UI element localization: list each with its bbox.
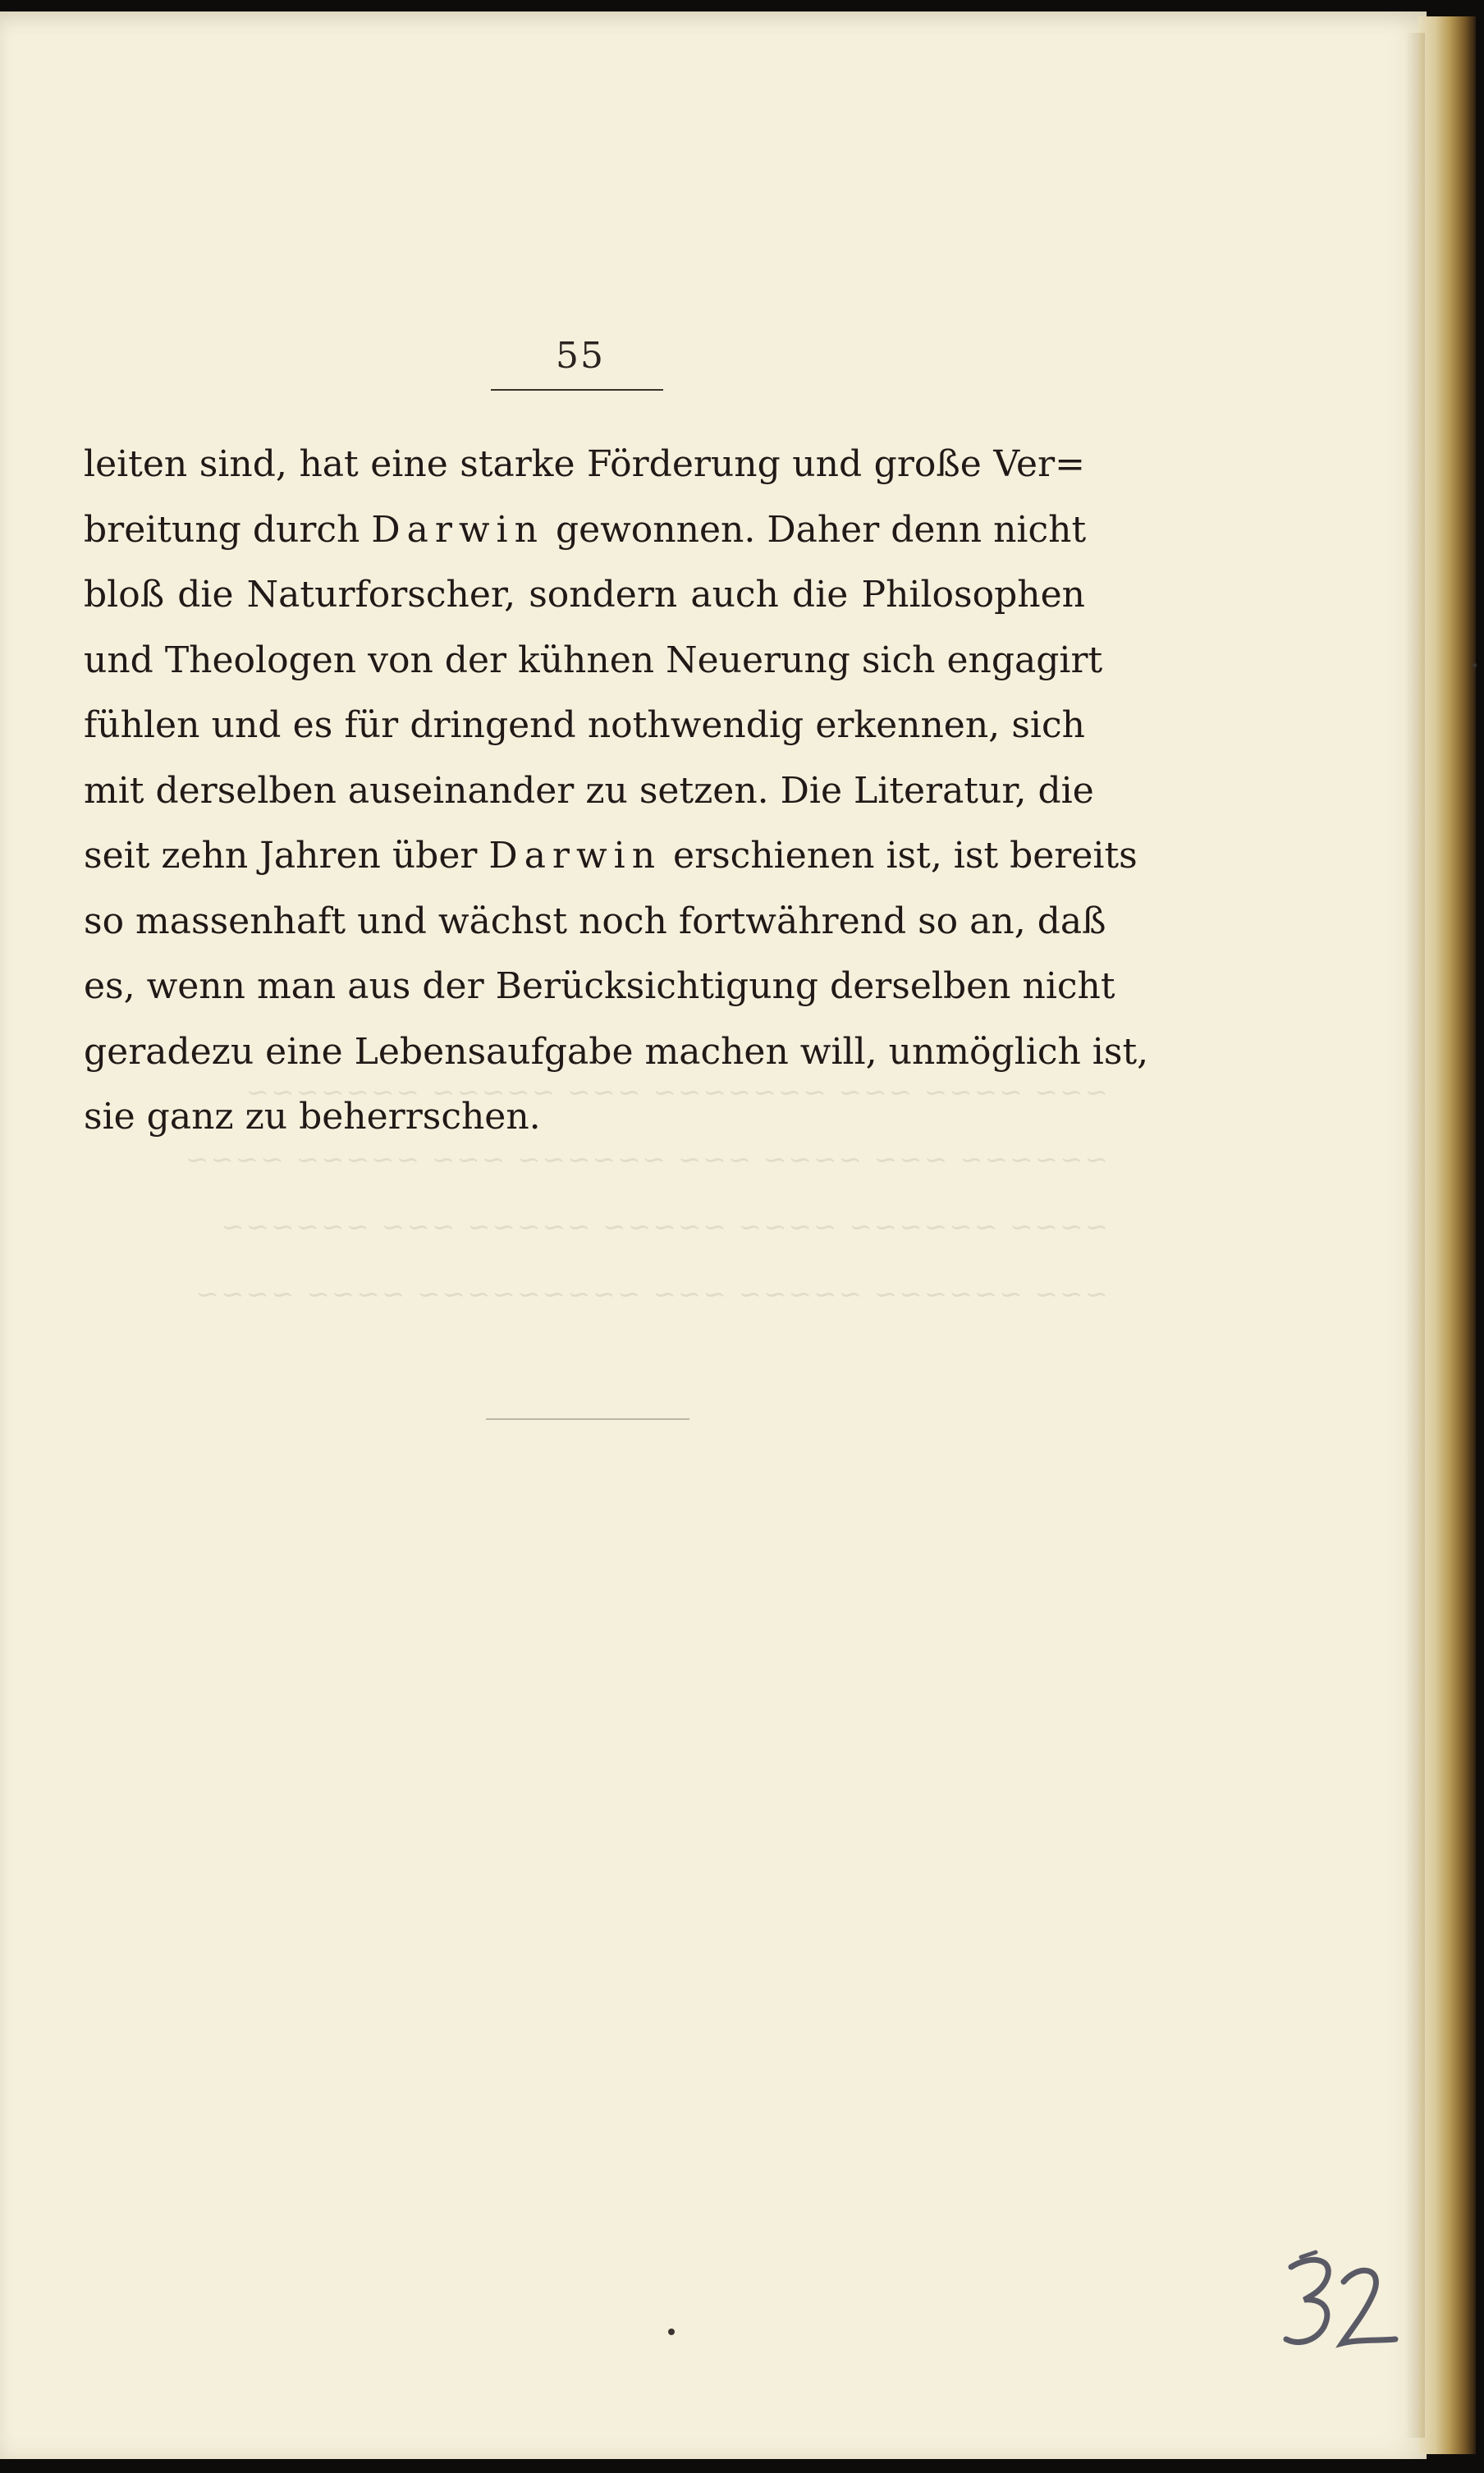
text-line xyxy=(84,432,1085,497)
text-segment: mit derselben auseinander zu setzen. Die Literatur, die xyxy=(84,769,1094,812)
text-line xyxy=(84,1019,1149,1085)
text-line xyxy=(84,954,1115,1019)
text-line xyxy=(84,693,1085,758)
header-rule xyxy=(491,389,663,391)
text-segment: geradezu eine Lebensaufgabe machen will, unmöglich ist, xyxy=(84,1030,1149,1073)
text-segment: breitung durch xyxy=(84,508,372,551)
text-line xyxy=(84,628,1103,694)
text-segment: sie ganz zu beherrschen. xyxy=(84,1096,541,1138)
text-segment: bloß die Naturforscher, sondern auch die Philosophen xyxy=(84,574,1085,616)
text-line xyxy=(84,823,1138,889)
handwritten-folio-number xyxy=(1276,2249,1399,2356)
text-segment: leiten sind, hat eine starke Förderung und große Ver= xyxy=(84,443,1085,485)
spaced-name: Darwin xyxy=(371,508,544,551)
paper-page xyxy=(0,11,1427,2459)
text-segment: seit zehn Jahren über xyxy=(84,835,489,877)
speck-dot xyxy=(668,2329,675,2335)
text-line xyxy=(84,758,1094,824)
text-segment: es, wenn man aus der Berücksichtigung derselben nicht xyxy=(84,965,1115,1007)
speck-dot xyxy=(1473,663,1477,667)
text-line xyxy=(84,562,1085,628)
text-line xyxy=(84,889,1106,955)
text-line xyxy=(84,497,1085,563)
body-text xyxy=(84,432,1149,1150)
page-edge xyxy=(1418,16,1476,2454)
text-segment: und Theologen von der kühnen Neuerung sich engagirt xyxy=(84,639,1103,681)
text-segment: gewonnen. Daher denn nicht xyxy=(543,508,1087,551)
spaced-name: Darwin xyxy=(488,835,662,877)
text-segment: so massenhaft und wächst noch fortwährend so an, daß xyxy=(84,900,1106,942)
text-segment: erschienen ist, ist bereits xyxy=(662,835,1138,877)
page-edge-shadow xyxy=(1405,33,1425,2438)
page-number: 55 xyxy=(556,335,605,377)
bleed-through-rule xyxy=(486,1418,689,1420)
text-segment: fühlen und es für dringend nothwendig erkennen, sich xyxy=(84,704,1085,746)
text-line xyxy=(84,1084,1085,1150)
